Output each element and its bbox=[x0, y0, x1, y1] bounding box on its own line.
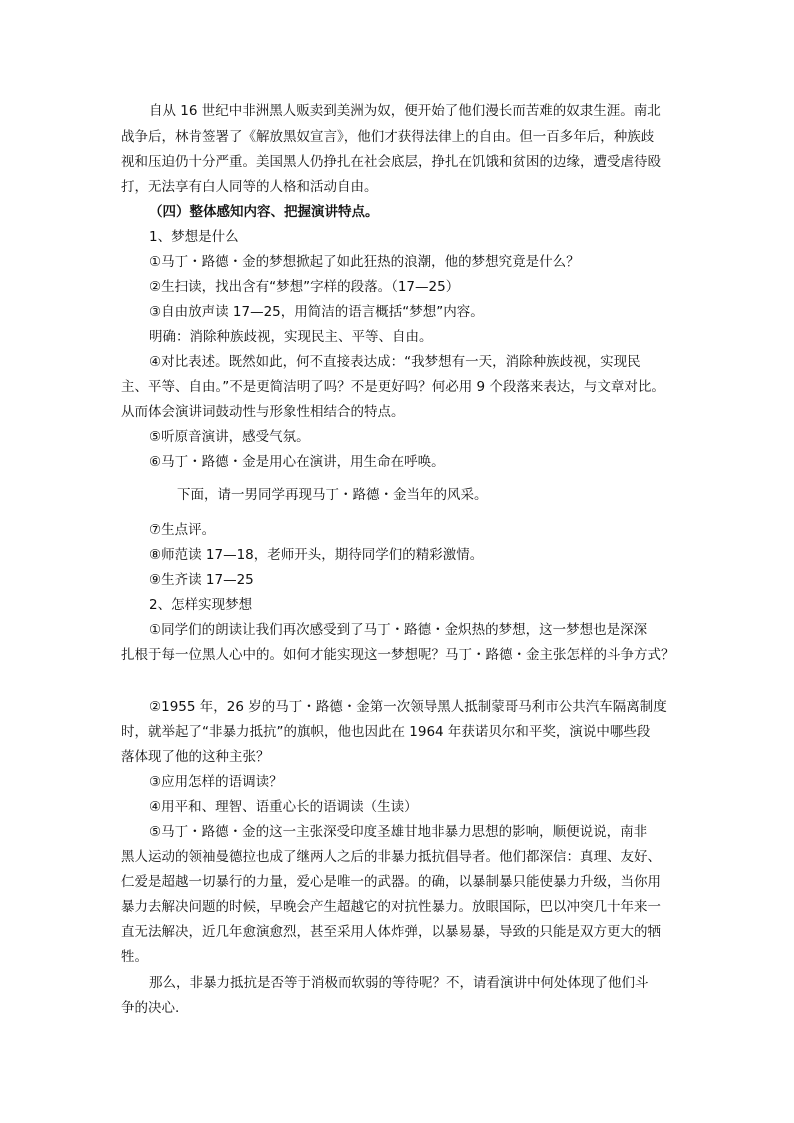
paragraph-line: 争的决心. bbox=[121, 1000, 180, 1016]
paragraph-line: 明确：消除种族歧视，实现民主、平等、自由。 bbox=[149, 329, 433, 345]
paragraph-line: 视和压迫仍十分严重。美国黑人仍挣扎在社会底层，挣扎在饥饿和贫困的边缘，遭受虐待殴 bbox=[121, 154, 661, 170]
paragraph-line: 自从 16 世纪中非洲黑人贩卖到美洲为奴，便开始了他们漫长而苦难的奴隶生涯。南北 bbox=[149, 103, 661, 119]
paragraph-line: 打，无法享有白人同等的人格和活动自由。 bbox=[121, 179, 378, 195]
paragraph-line: ④用平和、理智、语重心长的语调读（生读） bbox=[149, 799, 418, 815]
paragraph-line: ⑦生点评。 bbox=[149, 522, 216, 538]
paragraph-line: ⑨生齐读 17—25 bbox=[149, 572, 254, 588]
subsection-heading: 1、梦想是什么 bbox=[149, 229, 239, 245]
paragraph-line: 战争后，林肯签署了《解放黑奴宣言》，他们才获得法律上的自由。但一百多年后，种族歧 bbox=[121, 129, 655, 145]
paragraph-line: 时，就举起了“非暴力抵抗”的旗帜，他也因此在 1964 年获诺贝尔和平奖，演说中哪些段 bbox=[121, 724, 651, 740]
paragraph-line: 落体现了他的这种主张？ bbox=[121, 749, 270, 765]
section-heading: （四）整体感知内容、把握演讲特点。 bbox=[149, 204, 379, 220]
paragraph-line: ①同学们的朗读让我们再次感受到了马丁・路德・金炽热的梦想，这一梦想也是深深 bbox=[149, 622, 648, 638]
paragraph-line: 下面，请一男同学再现马丁・路德・金当年的风采。 bbox=[177, 487, 488, 503]
paragraph-line: 暴力去解决问题的时候，早晚会产生超越它的对抗性暴力。放眼国际，巴以冲突几十年来一 bbox=[121, 899, 661, 915]
paragraph-line: 黑人运动的领袖曼德拉也成了继两人之后的非暴力抵抗倡导者。他们都深信：真理、友好、 bbox=[121, 849, 661, 865]
paragraph-line: 仁爱是超越一切暴行的力量，爱心是唯一的武器。的确，以暴制暴只能使暴力升级，当你用 bbox=[121, 874, 661, 890]
paragraph-line: 扎根于每一位黑人心中的。如何才能实现这一梦想呢？马丁・路德・金主张怎样的斗争方式？ bbox=[121, 647, 675, 663]
paragraph-line: ②1955 年，26 岁的马丁・路德・金第一次领导黑人抵制蒙哥马利市公共汽车隔离制度 bbox=[149, 699, 667, 715]
paragraph-line: ⑤马丁・路德・金的这一主张深受印度圣雄甘地非暴力思想的影响，顺便说说，南非 bbox=[149, 824, 648, 840]
paragraph-line: ⑥马丁・路德・金是用心在演讲，用生命在呼唤。 bbox=[149, 454, 445, 470]
paragraph-line: ⑤听原音演讲，感受气氛。 bbox=[149, 429, 310, 445]
paragraph-line: ①马丁・路德・金的梦想掀起了如此狂热的浪潮，他的梦想究竟是什么？ bbox=[149, 254, 580, 270]
subsection-heading: 2、怎样实现梦想 bbox=[149, 597, 253, 613]
paragraph-line: 从而体会演讲词鼓动性与形象性相结合的特点。 bbox=[121, 404, 405, 420]
paragraph-line: ③自由放声读 17—25，用简洁的语言概括“梦想”内容。 bbox=[149, 304, 484, 320]
paragraph-line: ②生扫读，找出含有“梦想”字样的段落。（17—25） bbox=[149, 279, 460, 295]
paragraph-line: ④对比表述。既然如此，何不直接表达成：“我梦想有一天，消除种族歧视，实现民 bbox=[149, 354, 641, 370]
paragraph-line: ⑧师范读 17—18，老师开头，期待同学们的精彩激情。 bbox=[149, 547, 484, 563]
paragraph-line: 牲。 bbox=[121, 949, 148, 965]
paragraph-line: 直无法解决，近几年愈演愈烈，甚至采用人体炸弹，以暴易暴，导致的只能是双方更大的牺 bbox=[121, 924, 661, 940]
paragraph-line: 主、平等、自由。”不是更简洁明了吗？不是更好吗？何必用 9 个段落来表达，与文章对比。 bbox=[121, 379, 665, 395]
paragraph-line: 那么，非暴力抵抗是否等于消极而软弱的等待呢？不，请看演讲中何处体现了他们斗 bbox=[149, 975, 649, 991]
paragraph-line: ③应用怎样的语调读？ bbox=[149, 774, 283, 790]
